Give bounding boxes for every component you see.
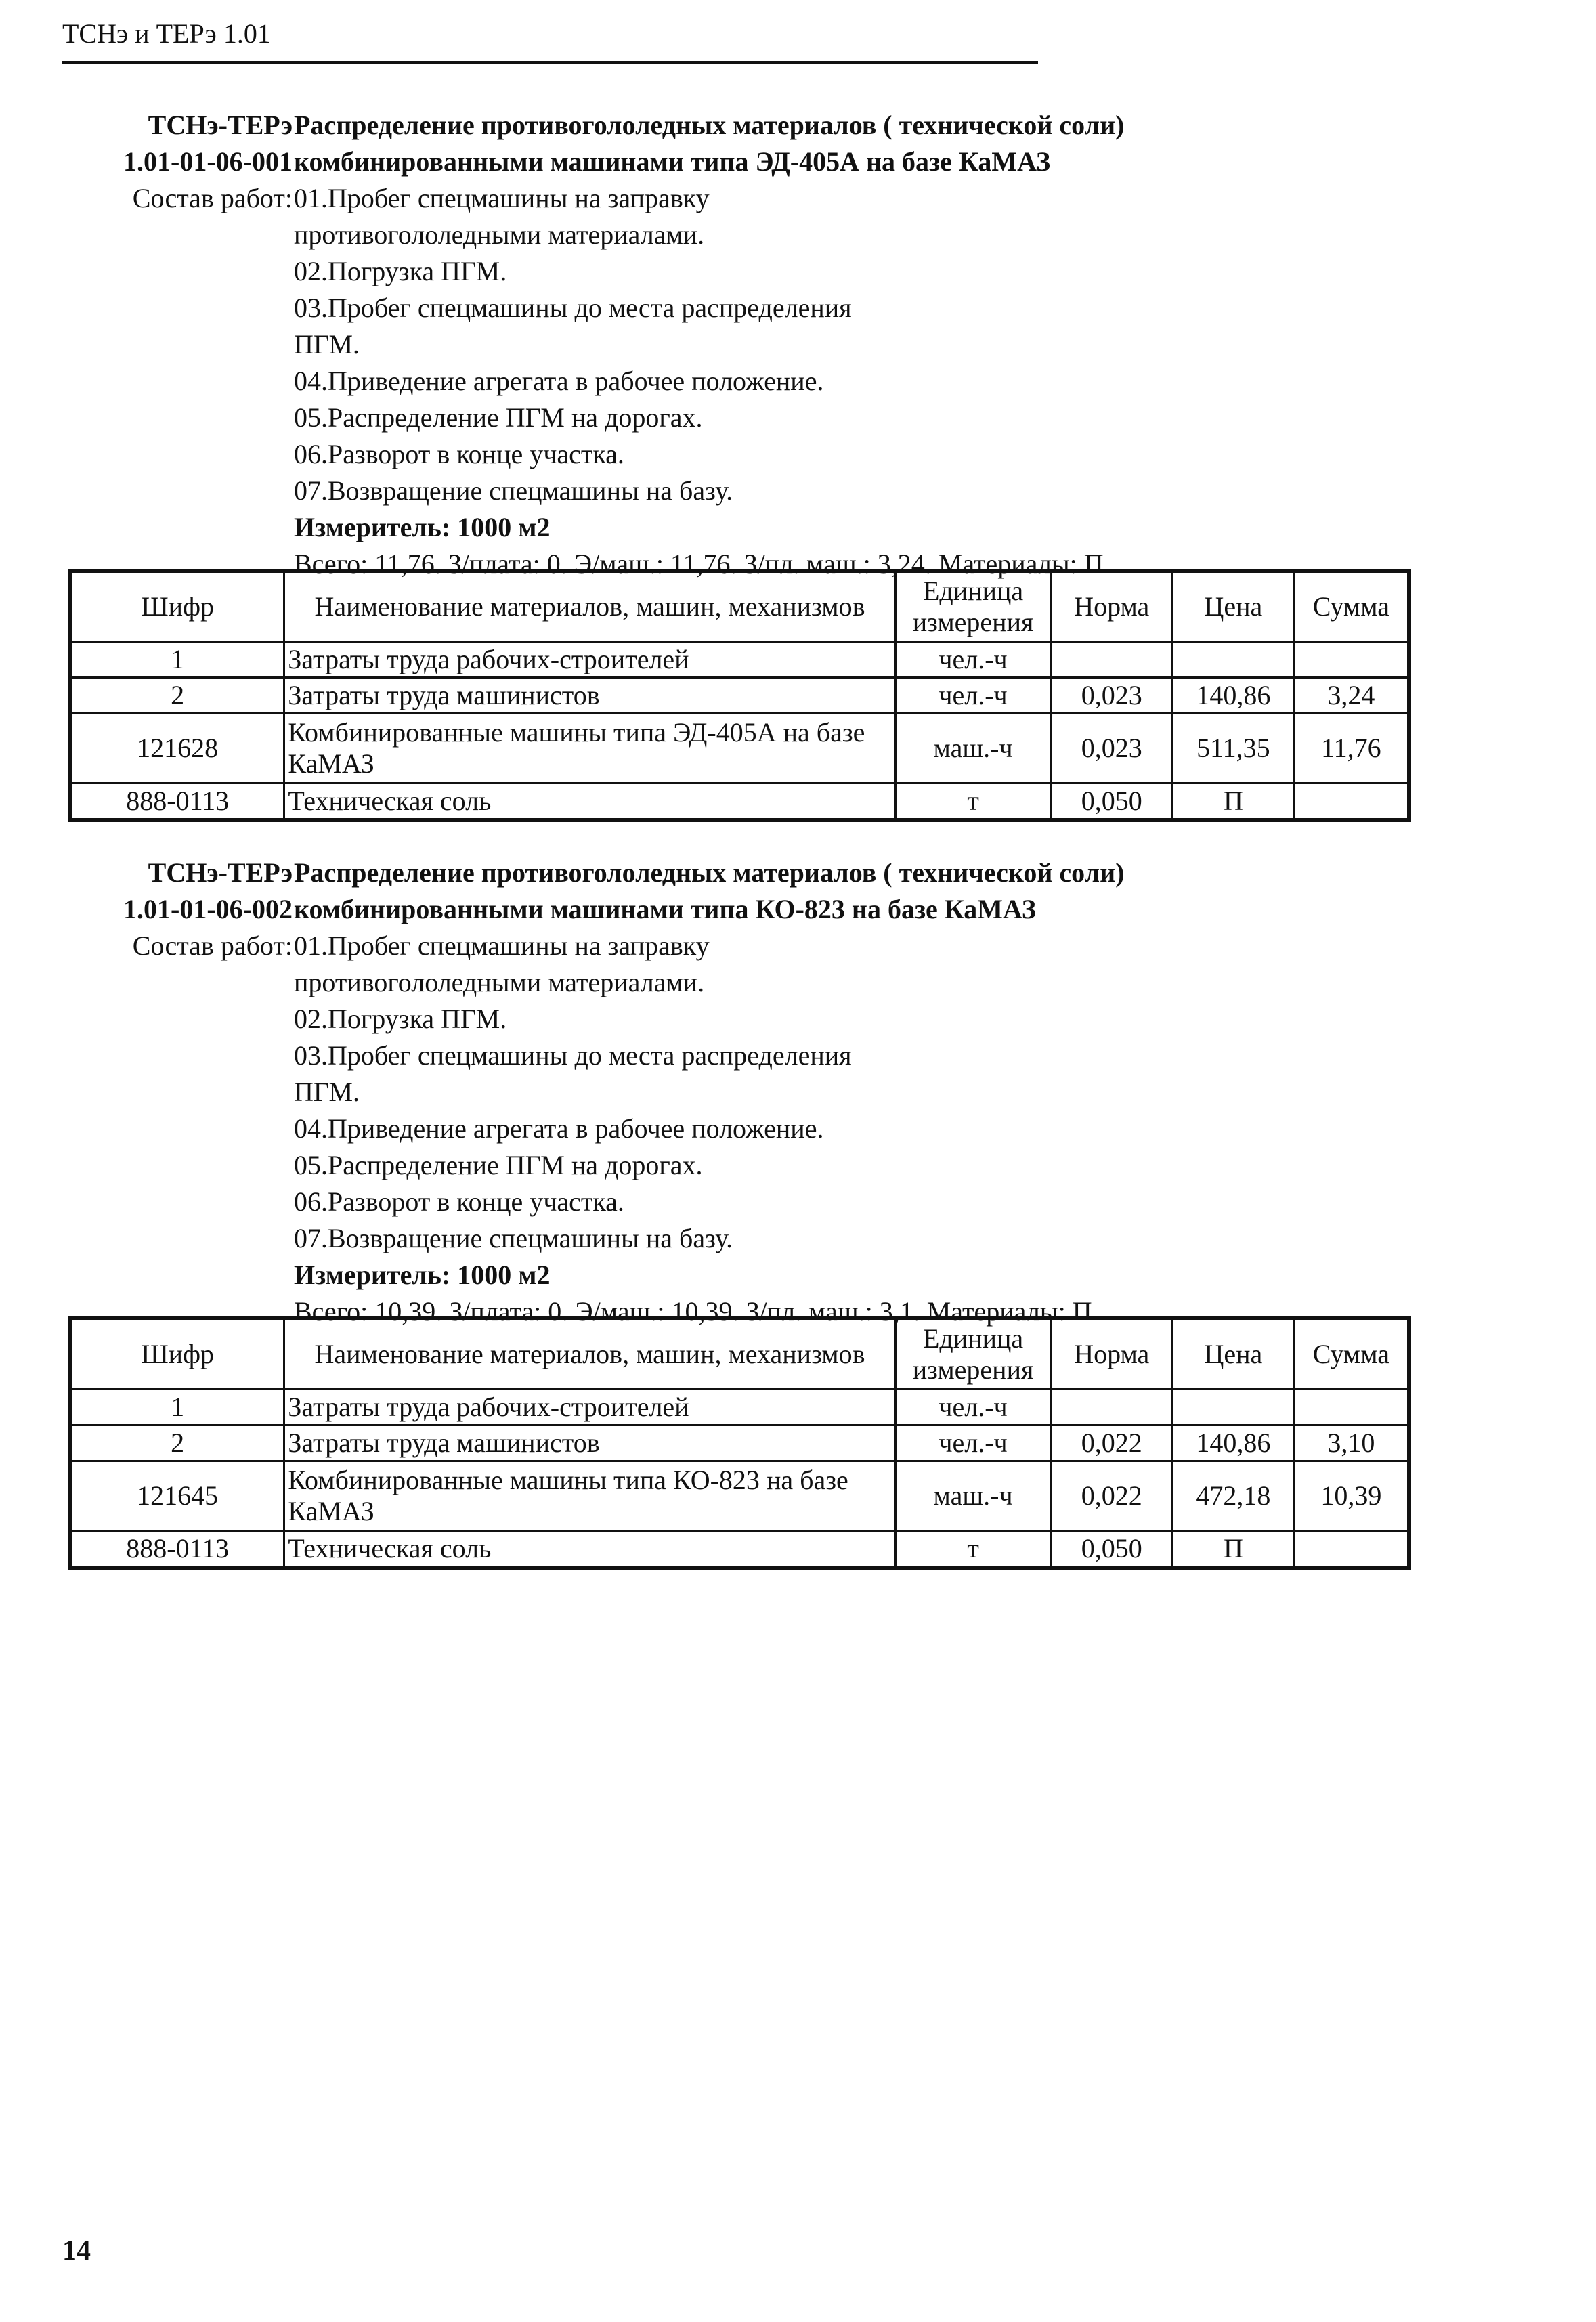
totals-line: Всего: 11,76. З/плата: 0. Э/маш.: 11,76. З/пл. маш.: 3,24. Материалы: П xyxy=(294,549,1104,579)
cell-sum: 3,24 xyxy=(1294,678,1409,714)
cell-unit: чел.-ч xyxy=(895,642,1051,678)
column-header-price: Цена xyxy=(1173,1318,1295,1390)
cell-sum xyxy=(1294,783,1409,821)
cell-unit: чел.-ч xyxy=(895,678,1051,714)
section-title-line-1: Распределение противогололедных материалов ( технической соли) xyxy=(294,110,1125,140)
description-block xyxy=(294,855,1445,1330)
cell-sum xyxy=(1294,642,1409,678)
table-row xyxy=(70,1531,1409,1568)
table-header-row xyxy=(70,1318,1409,1390)
cell-price: 140,86 xyxy=(1173,678,1295,714)
work-step: 06.Разворот в конце участка. xyxy=(294,439,624,469)
work-label: Состав работ: xyxy=(132,930,293,961)
cell-price: П xyxy=(1173,1531,1295,1568)
cell-code: 2 xyxy=(70,678,284,714)
column-header-norm: Норма xyxy=(1051,571,1173,642)
table-row xyxy=(70,1425,1409,1461)
cell-price: 472,18 xyxy=(1173,1461,1295,1531)
table-row xyxy=(70,714,1409,783)
cell-code: 888-0113 xyxy=(70,783,284,821)
code-label: ТСНэ-ТЕРэ xyxy=(148,857,293,888)
cell-price: 140,86 xyxy=(1173,1425,1295,1461)
work-step: 05.Распределение ПГМ на дорогах. xyxy=(294,402,703,433)
measure-unit: Измеритель: 1000 м2 xyxy=(294,512,551,542)
cell-code: 121628 xyxy=(70,714,284,783)
cell-code: 1 xyxy=(70,1390,284,1425)
cell-norm xyxy=(1051,1390,1173,1425)
cell-unit: маш.-ч xyxy=(895,714,1051,783)
work-step: 03.Пробег спецмашины до места распределения xyxy=(294,293,852,323)
work-step: 02.Погрузка ПГМ. xyxy=(294,1004,507,1034)
norm-code: 1.01-01-06-001 xyxy=(123,146,293,177)
cell-sum: 10,39 xyxy=(1294,1461,1409,1531)
column-header-sum: Сумма xyxy=(1294,1318,1409,1390)
work-step: 05.Распределение ПГМ на дорогах. xyxy=(294,1150,703,1180)
cell-norm: 0,022 xyxy=(1051,1461,1173,1531)
cell-unit: чел.-ч xyxy=(895,1390,1051,1425)
section-title-line-2: комбинированными машинами типа ЭД-405А на базе КаМАЗ xyxy=(294,146,1051,177)
totals-line: Всего: 10,39. З/плата: 0. Э/маш.: 10,39. З/пл. маш.: 3,1. Материалы: П xyxy=(294,1296,1092,1327)
column-header-name: Наименование материалов, машин, механизмов xyxy=(284,571,895,642)
cell-name: Затраты труда рабочих-строителей xyxy=(284,642,895,678)
cell-sum: 3,10 xyxy=(1294,1425,1409,1461)
work-step: 01.Пробег спецмашины на заправку xyxy=(294,930,710,961)
cell-name: Техническая соль xyxy=(284,1531,895,1568)
code-block xyxy=(62,855,293,964)
cell-price: 511,35 xyxy=(1173,714,1295,783)
section-title-line-1: Распределение противогололедных материалов ( технической соли) xyxy=(294,857,1125,888)
cell-unit: т xyxy=(895,1531,1051,1568)
table-row xyxy=(70,1390,1409,1425)
work-step: 03.Пробег спецмашины до места распределения xyxy=(294,1040,852,1071)
cell-unit: чел.-ч xyxy=(895,1425,1051,1461)
norm-code: 1.01-01-06-002 xyxy=(123,894,293,924)
work-step: ПГМ. xyxy=(294,329,360,360)
cell-norm: 0,050 xyxy=(1051,1531,1173,1568)
work-step: 04.Приведение агрегата в рабочее положение. xyxy=(294,1113,824,1144)
column-header-code: Шифр xyxy=(70,571,284,642)
cell-norm: 0,050 xyxy=(1051,783,1173,821)
work-step: 06.Разворот в конце участка. xyxy=(294,1186,624,1217)
work-step: ПГМ. xyxy=(294,1077,360,1107)
cell-name: Затраты труда рабочих-строителей xyxy=(284,1390,895,1425)
cell-name: Комбинированные машины типа КО-823 на базе КаМАЗ xyxy=(284,1461,895,1531)
table-header-row xyxy=(70,571,1409,642)
work-step: 07.Возвращение спецмашины на базу. xyxy=(294,475,733,506)
work-step: 07.Возвращение спецмашины на базу. xyxy=(294,1223,733,1253)
cell-unit: т xyxy=(895,783,1051,821)
work-step: противогололедными материалами. xyxy=(294,967,705,997)
cell-norm: 0,022 xyxy=(1051,1425,1173,1461)
section-title-line-2: комбинированными машинами типа КО-823 на базе КаМАЗ xyxy=(294,894,1037,924)
work-label: Состав работ: xyxy=(132,183,293,213)
code-label: ТСНэ-ТЕРэ xyxy=(148,110,293,140)
page-header: ТСНэ и ТЕРэ 1.01 xyxy=(62,18,271,49)
column-header-unit: Единица измерения xyxy=(895,571,1051,642)
cell-price xyxy=(1173,1390,1295,1425)
cell-price xyxy=(1173,642,1295,678)
work-step: 04.Приведение агрегата в рабочее положение. xyxy=(294,366,824,396)
cell-name: Комбинированные машины типа ЭД-405А на базе КаМАЗ xyxy=(284,714,895,783)
cell-code: 2 xyxy=(70,1425,284,1461)
column-header-sum: Сумма xyxy=(1294,571,1409,642)
cell-norm: 0,023 xyxy=(1051,678,1173,714)
column-header-code: Шифр xyxy=(70,1318,284,1390)
cell-name: Техническая соль xyxy=(284,783,895,821)
table-row xyxy=(70,783,1409,821)
column-header-price: Цена xyxy=(1173,571,1295,642)
cell-sum xyxy=(1294,1390,1409,1425)
code-block xyxy=(62,107,293,217)
work-step: противогололедными материалами. xyxy=(294,219,705,250)
resource-table xyxy=(68,569,1411,822)
column-header-unit: Единица измерения xyxy=(895,1318,1051,1390)
table-row xyxy=(70,1461,1409,1531)
table-row xyxy=(70,678,1409,714)
column-header-norm: Норма xyxy=(1051,1318,1173,1390)
work-step: 02.Погрузка ПГМ. xyxy=(294,256,507,286)
cell-name: Затраты труда машинистов xyxy=(284,678,895,714)
description-block xyxy=(294,107,1445,582)
cell-code: 1 xyxy=(70,642,284,678)
cell-price: П xyxy=(1173,783,1295,821)
cell-unit: маш.-ч xyxy=(895,1461,1051,1531)
resource-table xyxy=(68,1316,1411,1570)
cell-sum: 11,76 xyxy=(1294,714,1409,783)
work-step: 01.Пробег спецмашины на заправку xyxy=(294,183,710,213)
measure-unit: Измеритель: 1000 м2 xyxy=(294,1260,551,1290)
cell-norm xyxy=(1051,642,1173,678)
cell-code: 888-0113 xyxy=(70,1531,284,1568)
table-row xyxy=(70,642,1409,678)
cell-sum xyxy=(1294,1531,1409,1568)
column-header-name: Наименование материалов, машин, механизмов xyxy=(284,1318,895,1390)
cell-norm: 0,023 xyxy=(1051,714,1173,783)
page-number: 14 xyxy=(62,2235,91,2266)
cell-name: Затраты труда машинистов xyxy=(284,1425,895,1461)
header-rule xyxy=(62,61,1038,64)
cell-code: 121645 xyxy=(70,1461,284,1531)
